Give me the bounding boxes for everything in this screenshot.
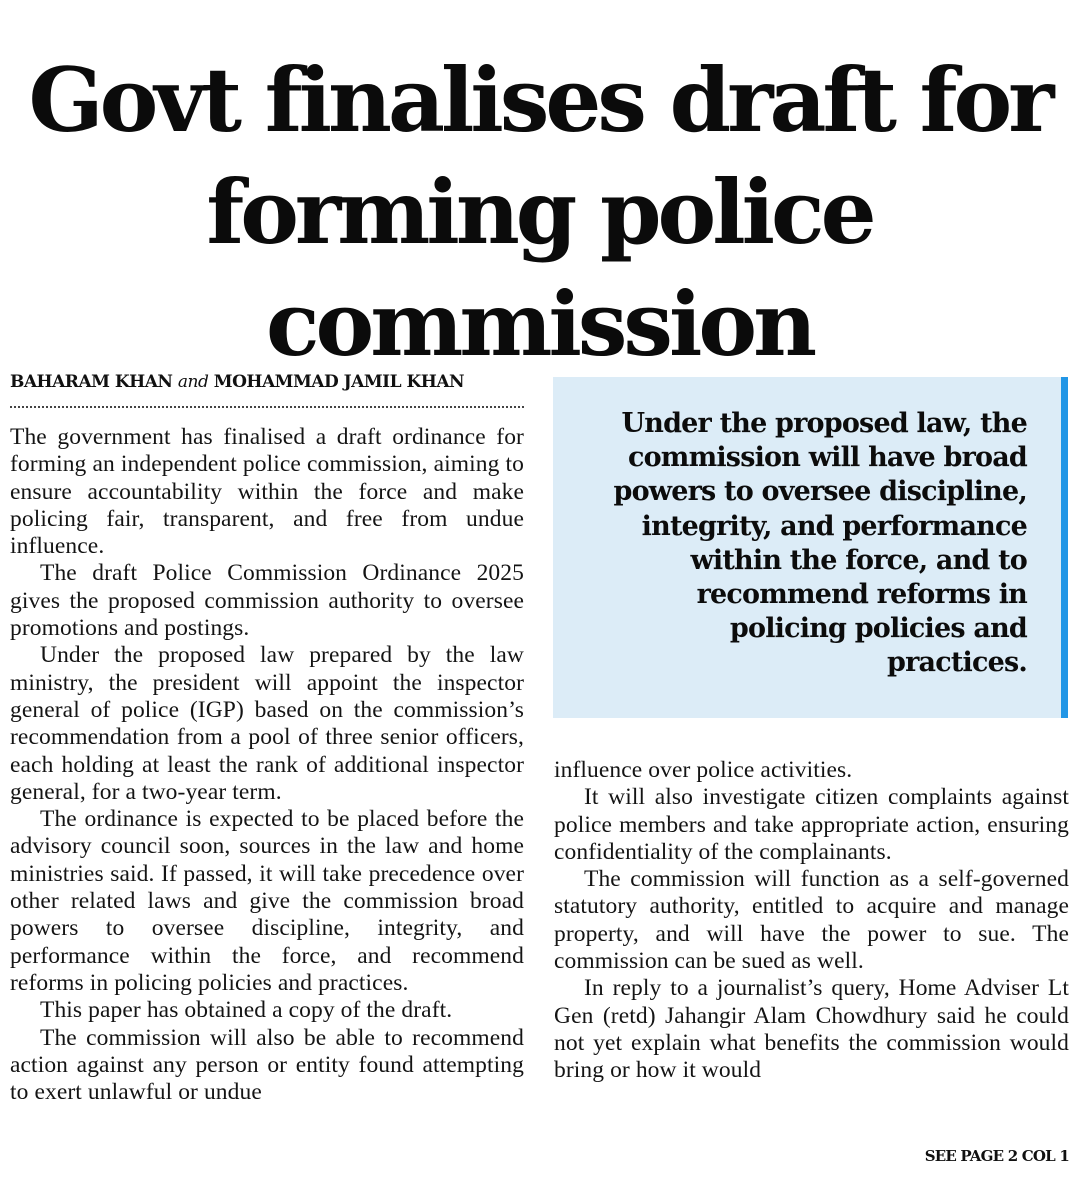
byline [10,372,524,392]
byline-author-2: MOHAMMAD JAMIL KHAN [213,372,465,392]
paragraph: The ordinance is expected to be placed before the advisory council soon, sources in the law and home ministries said. If passed, it will take precedence over other related laws and give the commission broad powers to oversee discipline, integrity, and performance within the force, and recommend reforms in policing policies and practices. [10,806,524,996]
byline-conjunction: and [177,372,209,392]
pull-quote: Under the proposed law, the commission will have broad powers to oversee discipline, integrity, and performance within the force, and to recommend reforms in policing policies and practices. [613,408,1027,679]
paragraph: In reply to a journalist’s query, Home Adviser Lt Gen (retd) Jahangir Alam Chowdhury said he could not yet explain what benefits the commission would bring or how it would [554,975,1069,1084]
paragraph: The commission will function as a self-governed statutory authority, entitled to acquire and manage property, and will have the power to sue. The commission can be sued as well. [554,866,1069,975]
article-column-1 [10,424,524,1106]
pull-quote-box [553,377,1068,718]
paragraph: The government has finalised a draft ordinance for forming an independent police commission, aiming to ensure accountability within the force and make policing fair, transparent, and free from undue influence. [10,424,524,560]
byline-divider [10,406,524,408]
paragraph: The commission will also be able to recommend action against any person or entity found attempting to exert unlawful or undue [10,1024,524,1106]
byline-author-1: BAHARAM KHAN [10,372,173,392]
paragraph: This paper has obtained a copy of the draft. [40,997,453,1024]
paragraph: Under the proposed law prepared by the law ministry, the president will appoint the inspector general of police (IGP) based on the commission’s recommendation from a pool of three senior officers, each holding at least the rank of additional inspector general, for a two-year term. [10,642,524,805]
article-column-2 [554,757,1069,1085]
continued-jump-line: SEE PAGE 2 COL 1 [924,1147,1069,1165]
paragraph: influence over police activities. [554,757,853,783]
headline: Govt finalises draft for forming police commission [28,48,1051,376]
paragraph: The draft Police Commission Ordinance 2025 gives the proposed commission authority to oversee promotions and postings. [10,560,524,642]
paragraph: It will also investigate citizen complaints against police members and take appropriate action, ensuring confidentiality of the complainants. [554,784,1069,865]
